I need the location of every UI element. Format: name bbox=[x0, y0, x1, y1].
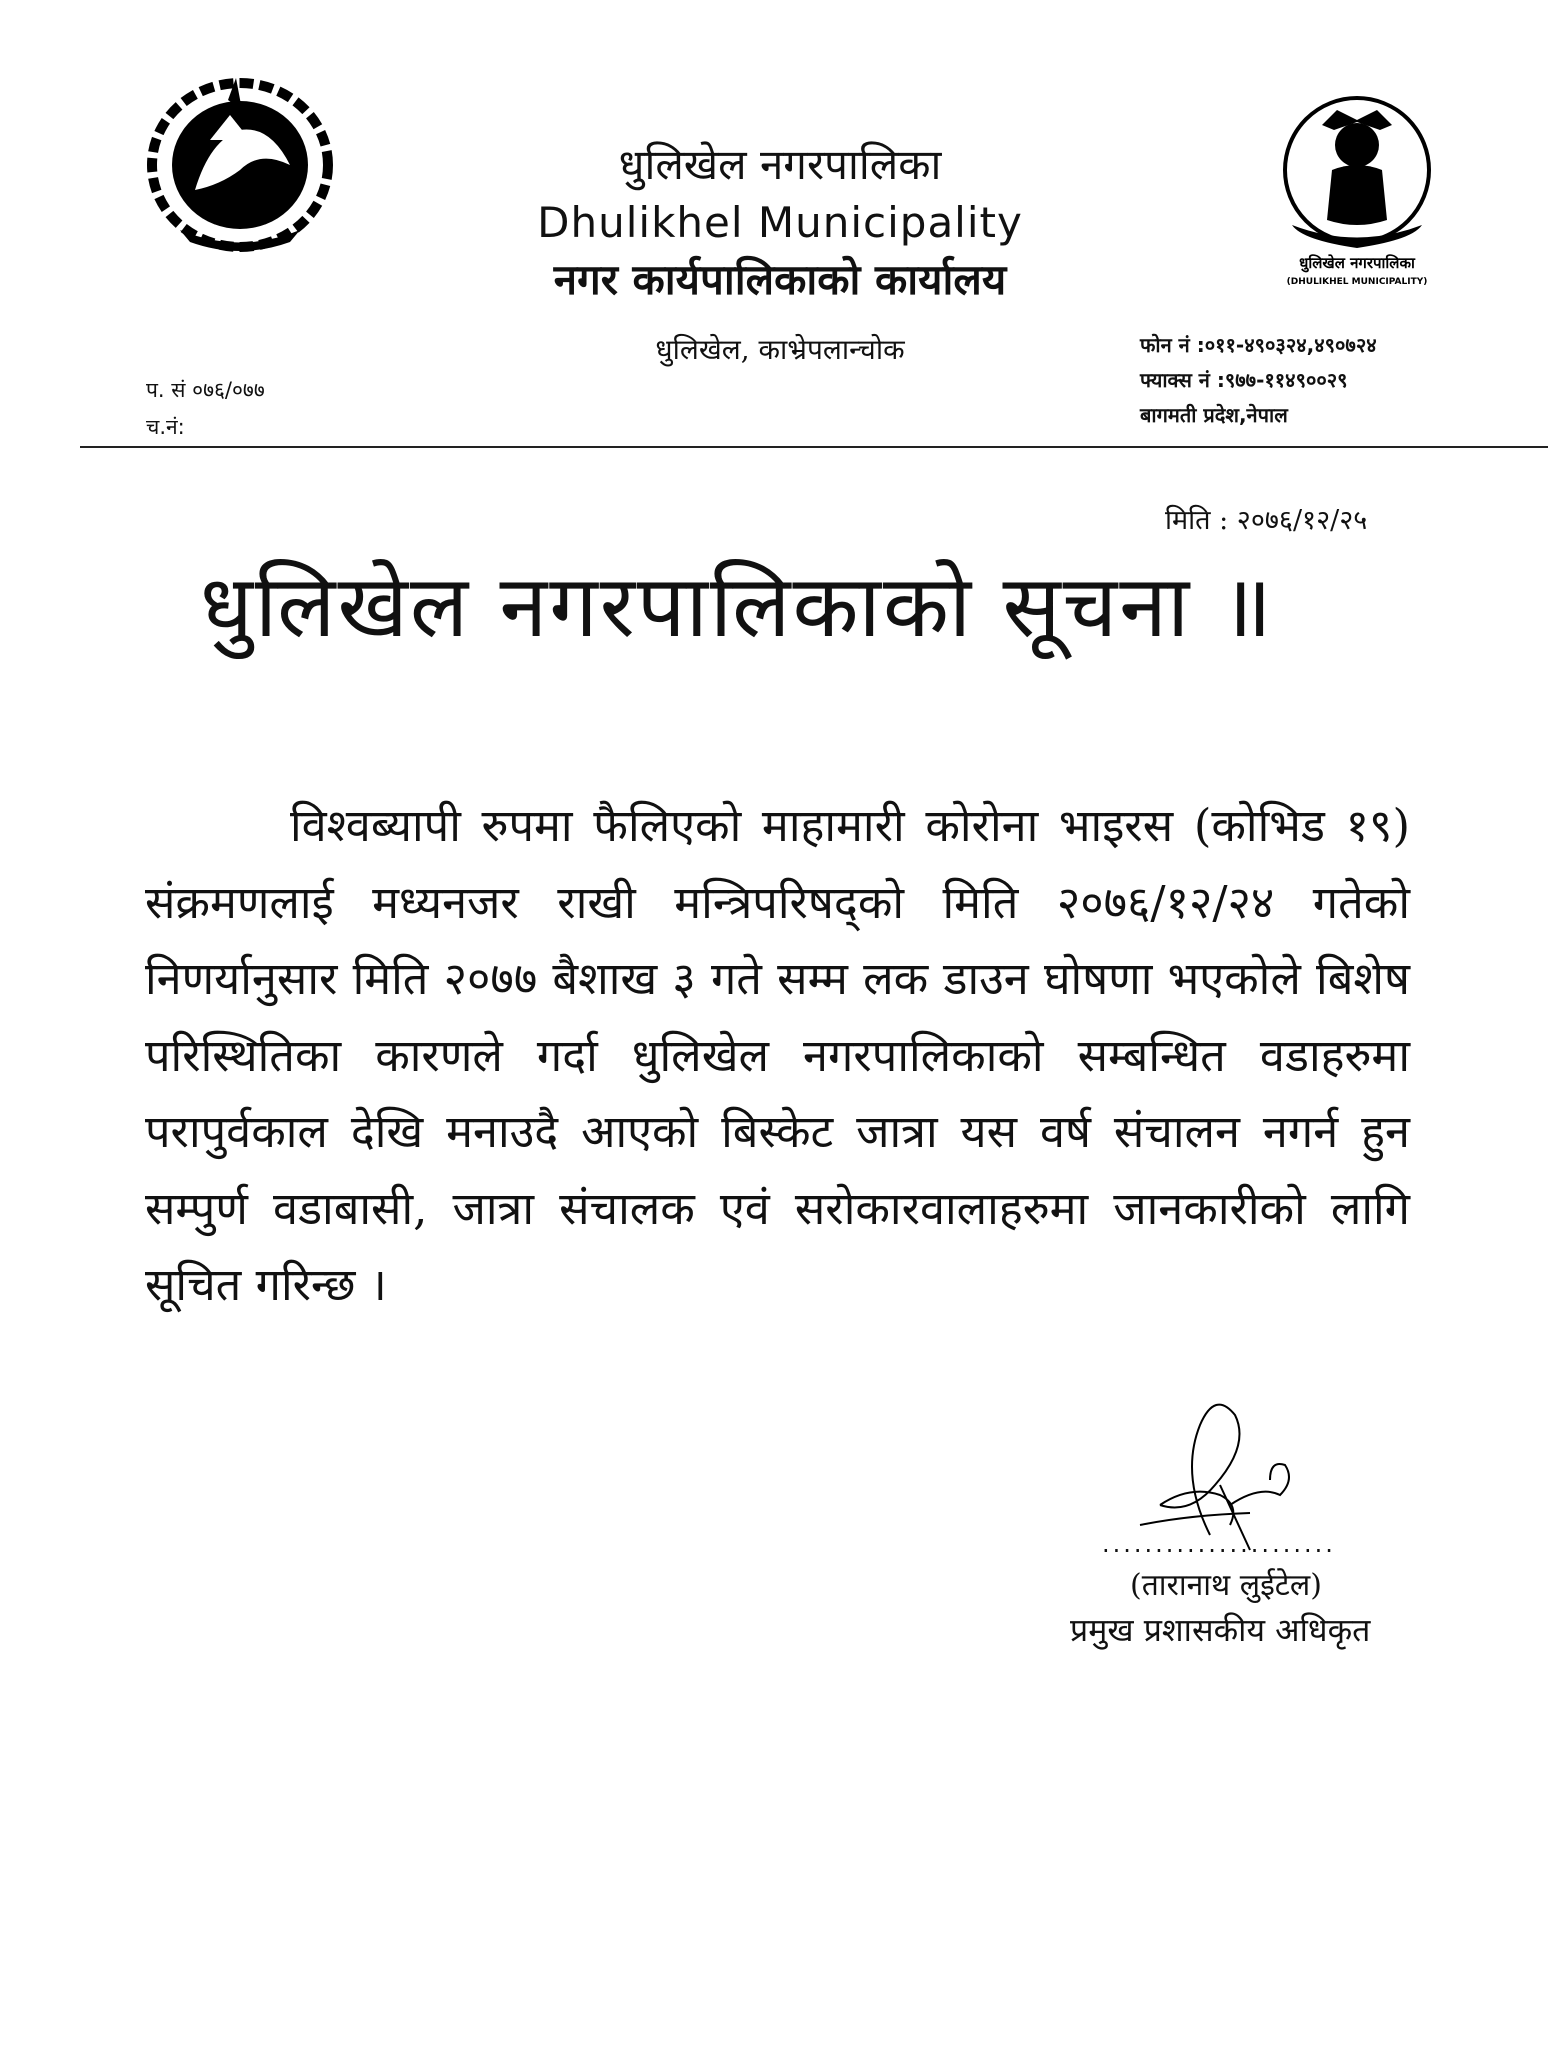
signer-name: (तारानाथ लुईटेल) bbox=[1130, 1568, 1322, 1603]
org-name-nepali: धुलिखेल नगरपालिका bbox=[618, 140, 942, 189]
signer-designation: प्रमुख प्रशासकीय अधिकृत bbox=[1070, 1611, 1371, 1649]
logo-text-english: (DHULIKHEL MUNICIPALITY) bbox=[1286, 277, 1428, 287]
dhulikhel-municipality-logo-icon bbox=[1262, 90, 1452, 290]
signature-line: ...................... bbox=[1102, 1530, 1336, 1558]
reference-block bbox=[146, 372, 265, 446]
fax-number: फ्याक्स नं :९७७-११४९००२९ bbox=[1140, 368, 1348, 392]
dispatch-number: च.नं: bbox=[146, 415, 185, 439]
phone-number: फोन नं :०११-४९०३२४,४९०७२४ bbox=[1140, 333, 1377, 357]
org-name-english: Dhulikhel Municipality bbox=[537, 198, 1023, 247]
letter-number: प. सं ०७६/०७७ bbox=[146, 378, 265, 402]
logo-text-nepali: धुलिखेल नगरपालिका bbox=[1299, 254, 1415, 272]
notice-title: धुलिखेल नगरपालिकाको सूचना ॥ bbox=[200, 557, 1275, 657]
header-divider bbox=[80, 446, 1548, 448]
notice-date: मिति : २०७६/१२/२५ bbox=[1165, 505, 1368, 536]
nepal-government-emblem-icon bbox=[140, 70, 340, 255]
notice-body: विश्वब्यापी रुपमा फैलिएको माहामारी कोरोना भाइरस (कोभिड १९) संक्रमणलाई मध्यनजर राखी मन्त्रिपरिषद्को मिति २०७६/१२/२४ गतेको निणर्यानुसार मिति २०७७ बैशाख ३ गते सम्म लक डाउन घोषणा भएकोले बिशेष परिस्थितिका कारणले गर्दा धुलिखेल नगरपालिकाको सम्बन्धित वडाहरुमा परापुर्वकाल देखि मनाउदै आएको बिस्केट जात्रा यस वर्ष संचालन नगर्न हुन सम्पुर्ण वडाबासी, जात्रा संचालक एवं सरोकारवालाहरुमा जानकारीको लागि सूचित गरिन्छ । bbox=[145, 799, 1410, 1311]
province-country: बागमती प्रदेश,नेपाल bbox=[1140, 403, 1288, 427]
office-name: नगर कार्यपालिकाको कार्यालय bbox=[553, 255, 1007, 304]
contact-block bbox=[1140, 328, 1377, 433]
office-address: धुलिखेल, काभ्रेपलान्चोक bbox=[655, 333, 905, 366]
